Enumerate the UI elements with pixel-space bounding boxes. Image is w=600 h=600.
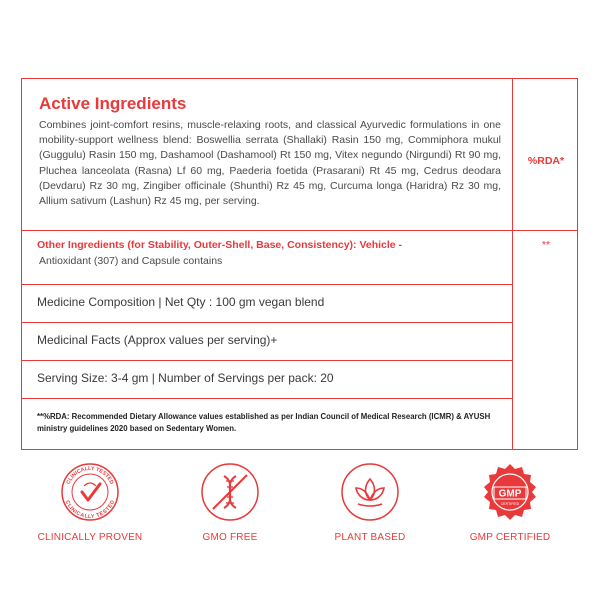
- other-ingredients-section: [22, 231, 512, 285]
- badge-label: PLANT BASED: [334, 532, 406, 543]
- svg-text:CLINICALLY TESTED: CLINICALLY TESTED: [63, 499, 117, 521]
- active-ingredients-section: [22, 79, 512, 230]
- ingredients-panel: [21, 78, 578, 450]
- section-title: Active Ingredients: [39, 94, 187, 113]
- badge-gmo-free: [170, 462, 290, 543]
- svg-text:CLINICALLY TESTED: CLINICALLY TESTED: [65, 465, 115, 486]
- composition-row: [22, 285, 512, 323]
- badge-label: GMO FREE: [202, 532, 258, 543]
- other-ingredients-text: Antioxidant (307) and Capsule contains: [39, 255, 223, 267]
- clinically-tested-icon: [60, 462, 120, 522]
- badge-label: GMP CERTIFIED: [469, 532, 551, 543]
- facts-row: [22, 323, 512, 361]
- badge-gmp-certified: [450, 462, 570, 543]
- dna-crossed-icon: [200, 462, 260, 522]
- composition-text: Medicine Composition | Net Qty : 100 gm vegan blend: [37, 295, 325, 309]
- badge-label: CLINICALLY PROVEN: [37, 532, 143, 543]
- badge-clinically-proven: [30, 462, 150, 543]
- column-divider: [512, 79, 513, 449]
- rda-footnote: **%RDA: Recommended Dietary Allowance values established as per Indian Council of Medical Research (ICMR) & AYUSH ministry guidelines 2020 based on Sedentary Women.: [37, 412, 491, 433]
- other-ingredients-heading: Other Ingredients (for Stability, Outer-Shell, Base, Consistency): Vehicle -: [37, 239, 403, 251]
- rda-header: %RDA*: [527, 155, 565, 167]
- gmp-seal-icon: [480, 462, 540, 522]
- svg-text:CERTIFIED: CERTIFIED: [500, 502, 520, 506]
- lotus-icon: [340, 462, 400, 522]
- serving-row: [22, 361, 512, 399]
- ingredients-description: Combines joint-comfort resins, muscle-relaxing roots, and classical Ayurvedic formulations in one mobility-support wellness blend: Boswellia serrata (Shallaki) Rasin 150 mg, Commiphora mukul (Guggulu) Rasin 150 mg, Dashamool (Dashamool) Rt 150 mg, Vitex negundo (Nirgundi) Rt 90 mg, Pluchea lanceolata (Rasna) Lf 60 mg, Paederia foetida (Prasarani) Rt 45 mg, Cedrus deodara (Devdaru) Rz 30 mg, Zingiber officinale (Shunthi) Rz 45 mg, Curcuma longa (Haridra) Rz 30 mg, Allium sativum (Lashun) Rz 45 mg, per serving.: [39, 119, 501, 208]
- facts-text: Medicinal Facts (Approx values per serving)+: [37, 333, 278, 347]
- other-rda-value: **: [541, 239, 551, 251]
- badge-plant-based: [310, 462, 430, 543]
- svg-text:GMP: GMP: [498, 488, 522, 500]
- serving-text: Serving Size: 3-4 gm | Number of Servings per pack: 20: [37, 371, 334, 385]
- certification-badges: [0, 462, 600, 572]
